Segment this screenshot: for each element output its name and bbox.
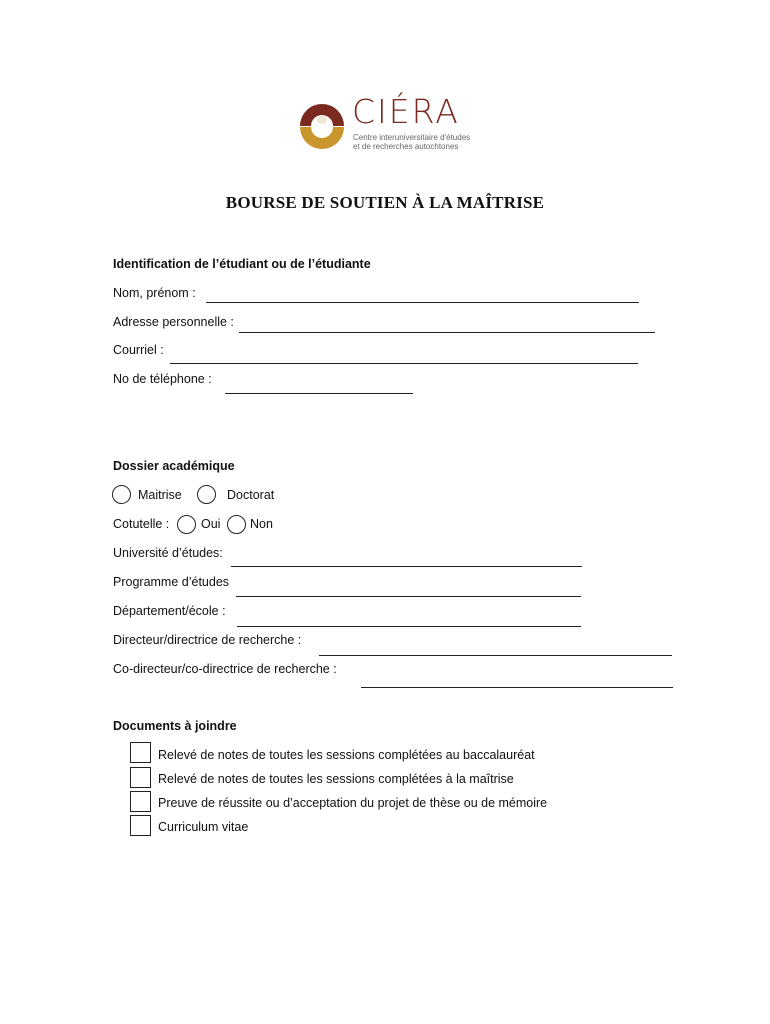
doc-label-cv: Curriculum vitae [158,820,249,834]
codirector-label: Co-directeur/co-directrice de recherche : [113,662,337,676]
cotutelle-no-radio[interactable] [227,515,246,534]
doctorate-label: Doctorat [227,488,275,502]
logo-subtitle-line1: Centre interuniversitaire d'études [353,133,471,142]
program-field[interactable] [236,596,581,597]
doc-checkbox-thesis-proof[interactable] [130,791,151,812]
identification-heading: Identification de l’étudiant ou de l’étudiante [113,257,371,271]
director-label: Directeur/directrice de recherche : [113,633,302,647]
email-field[interactable] [170,363,638,364]
university-label: Université d’études: [113,546,223,560]
documents-heading: Documents à joindre [113,719,237,733]
name-field[interactable] [206,302,639,303]
doc-checkbox-bachelor-transcript[interactable] [130,742,151,763]
doc-label-thesis-proof: Preuve de réussite ou d’acceptation du projet de thèse ou de mémoire [158,796,548,810]
address-label: Adresse personnelle : [113,315,234,329]
codirector-field[interactable] [361,687,673,688]
logo-subtitle [353,133,470,151]
department-field[interactable] [237,626,581,627]
master-label: Maitrise [138,488,182,502]
address-field[interactable] [239,332,655,333]
cotutelle-label: Cotutelle : [113,517,170,531]
phone-label: No de téléphone : [113,372,212,386]
doc-checkbox-cv[interactable] [130,815,151,836]
page-title: BOURSE DE SOUTIEN À LA MAÎTRISE [225,193,545,212]
director-field[interactable] [319,655,672,656]
email-label: Courriel : [113,343,164,357]
doc-label-bachelor-transcript: Relevé de notes de toutes les sessions complétées au baccalauréat [158,748,535,762]
logo-subtitle-line2: et de recherches autochtones [353,142,459,151]
phone-field[interactable] [225,393,413,394]
doctorate-radio[interactable] [197,485,216,504]
doc-checkbox-master-transcript[interactable] [130,767,151,788]
university-field[interactable] [231,566,582,567]
doc-label-master-transcript: Relevé de notes de toutes les sessions complétées à la maîtrise [158,772,514,786]
department-label: Département/école : [113,604,226,618]
academic-heading: Dossier académique [113,459,235,473]
ciera-logo-icon [298,100,346,152]
master-radio[interactable] [112,485,131,504]
name-label: Nom, prénom : [113,286,196,300]
cotutelle-no-label: Non [250,517,273,531]
logo-name: CIÉRA [352,92,460,131]
program-label: Programme d’études [113,575,230,589]
cotutelle-yes-label: Oui [201,517,221,531]
cotutelle-yes-radio[interactable] [177,515,196,534]
